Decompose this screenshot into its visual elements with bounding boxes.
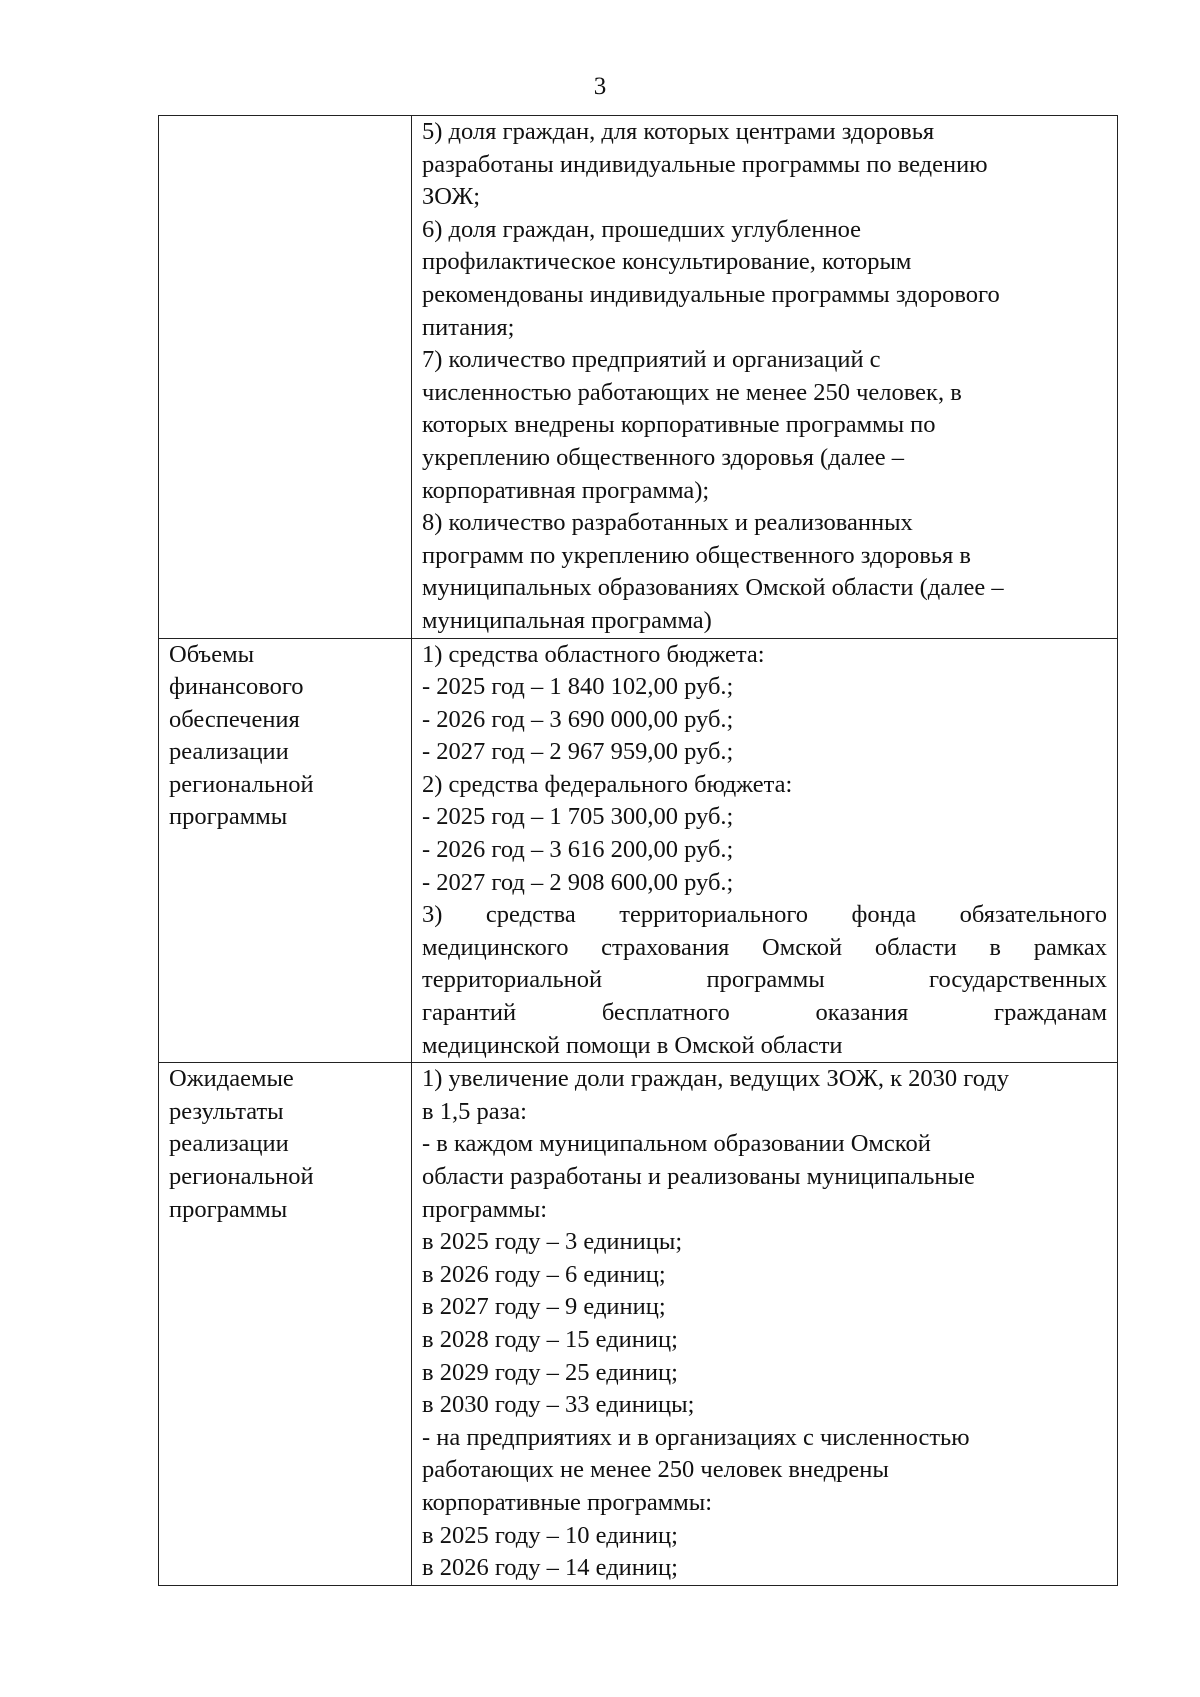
content-line: медицинского страхования Омской области в рамках (422, 933, 1107, 961)
content-line: 8) количество разработанных и реализованных (422, 509, 913, 537)
content-line: - 2027 год – 2 908 600,00 руб.; (422, 868, 734, 896)
content-line: 7) количество предприятий и организаций с (422, 346, 881, 374)
content-line: в 2028 году – 15 единиц; (422, 1325, 678, 1353)
content-line: программ по укреплению общественного здоровья в (422, 541, 971, 569)
content-line: - 2026 год – 3 616 200,00 руб.; (422, 836, 734, 864)
content-line: гарантий бесплатного оказания гражданам (422, 999, 1107, 1027)
content-line: - 2025 год – 1 840 102,00 руб.; (422, 673, 734, 701)
row-label-line: программы (169, 803, 288, 831)
content-line: численностью работающих не менее 250 человек, в (422, 378, 962, 406)
content-line: 1) средства областного бюджета: (422, 640, 765, 668)
content-line: корпоративные программы: (422, 1488, 713, 1516)
content-line: в 2026 году – 6 единиц; (422, 1260, 666, 1288)
content-line: 3) средства территориального фонда обязательного (422, 901, 1107, 929)
content-line: ЗОЖ; (422, 183, 481, 211)
financing-row (159, 638, 1118, 1063)
content-line: 6) доля граждан, прошедших углубленное (422, 215, 862, 243)
table-body (159, 116, 1118, 1586)
row-label-cell (159, 638, 412, 1063)
content-line: корпоративная программа); (422, 476, 710, 504)
row-label-line: реализации (169, 1130, 289, 1158)
content-line: в 2027 году – 9 единиц; (422, 1293, 666, 1321)
row-label-line: результаты (169, 1097, 284, 1125)
content-line: рекомендованы индивидуальные программы здорового (422, 280, 1000, 308)
row-label-line: реализации (169, 738, 289, 766)
content-line: - 2027 год – 2 967 959,00 руб.; (422, 738, 734, 766)
content-line: укреплению общественного здоровья (далее – (422, 443, 905, 471)
content-line: медицинской помощи в Омской области (422, 1031, 843, 1059)
content-line: - на предприятиях и в организациях с численностью (422, 1423, 970, 1451)
row-label-cell (159, 1063, 412, 1586)
row-content-cell (412, 638, 1118, 1063)
content-line: в 2029 году – 25 единиц; (422, 1358, 678, 1386)
content-line: в 2030 году – 33 единицы; (422, 1391, 695, 1419)
content-line: в 2025 году – 3 единицы; (422, 1228, 683, 1256)
content-line: области разработаны и реализованы муниципальные (422, 1163, 975, 1190)
content-line: которых внедрены корпоративные программы по (422, 411, 936, 439)
page-number: 3 (593, 73, 607, 100)
content-line: - 2025 год – 1 705 300,00 руб.; (422, 803, 734, 831)
content-line: территориальной программы государственных (422, 966, 1107, 994)
indicators-row (159, 116, 1118, 639)
content-line: муниципальных образованиях Омской области (далее – (422, 574, 1004, 602)
program-passport-table (158, 115, 1118, 1586)
content-line: 2) средства федерального бюджета: (422, 770, 793, 798)
row-label-line: финансового (169, 673, 304, 701)
content-line: работающих не менее 250 человек внедрены (422, 1456, 889, 1484)
row-label-line: региональной (169, 1163, 314, 1190)
row-content-cell (412, 116, 1118, 639)
content-line: разработаны индивидуальные программы по ведению (422, 150, 988, 178)
content-line: муниципальная программа) (422, 606, 712, 634)
content-line: в 2026 году – 14 единиц; (422, 1554, 678, 1582)
expected-results-row (159, 1063, 1118, 1586)
content-line: - в каждом муниципальном образовании Омской (422, 1130, 931, 1158)
content-line: профилактическое консультирование, которым (422, 248, 912, 276)
content-line: 5) доля граждан, для которых центрами здоровья (422, 118, 935, 145)
row-label-line: Объемы (169, 640, 255, 668)
row-label-line: Ожидаемые (169, 1065, 294, 1093)
row-label-line: программы (169, 1195, 288, 1223)
row-label-cell (159, 116, 412, 639)
content-line: программы: (422, 1195, 548, 1223)
content-line: 1) увеличение доли граждан, ведущих ЗОЖ, к 2030 году (422, 1065, 1009, 1093)
row-content-cell (412, 1063, 1118, 1586)
row-label-line: обеспечения (169, 705, 300, 733)
content-line: питания; (422, 313, 515, 341)
content-line: - 2026 год – 3 690 000,00 руб.; (422, 705, 734, 733)
content-line: в 1,5 раза: (422, 1097, 527, 1125)
content-line: в 2025 году – 10 единиц; (422, 1521, 678, 1549)
row-label-line: региональной (169, 770, 314, 798)
